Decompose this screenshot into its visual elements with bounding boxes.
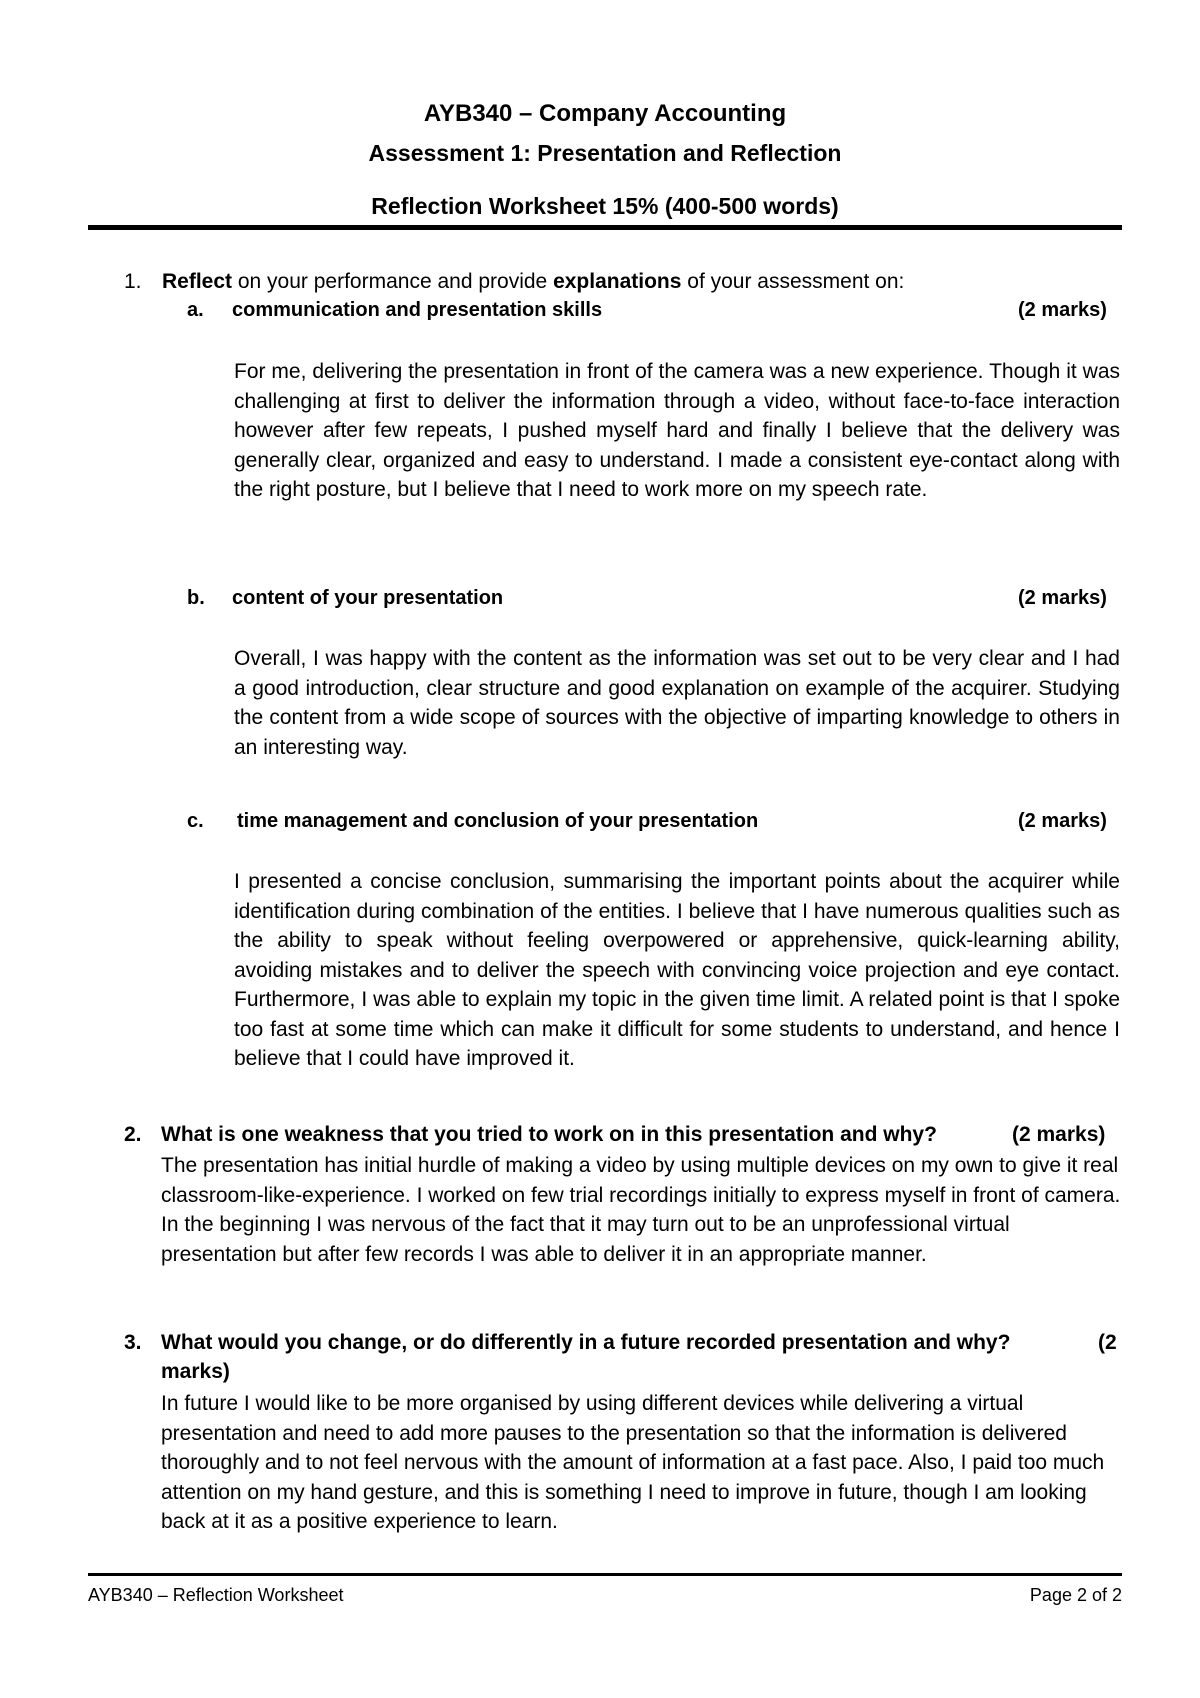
prompt-text-end: of your assessment on: [681, 270, 905, 293]
footer-divider [88, 1573, 1122, 1576]
assessment-title: Assessment 1: Presentation and Reflection [368, 140, 842, 166]
question-2-number: 2. [124, 1123, 142, 1146]
question-1-number: 1. [124, 270, 142, 293]
answer-2: The presentation has initial hurdle of making a video by using multiple devices on my own to give it real classroom-like-experience. I worked on few trial recordings initially to express myself in front of camera. In the beginning I was nervous of the fact that it may turn out to be an unprofessional virtual presentation but after few records I was able to deliver it in an appropriate manner. [161, 1154, 1121, 1266]
question-3-marks-line1: (2 [1098, 1331, 1117, 1354]
worksheet-title: Reflection Worksheet 15% (400-500 words) [371, 193, 839, 219]
question-2-marks: (2 marks) [1012, 1123, 1106, 1146]
answer-3: In future I would like to be more organised by using different devices while delivering a virtual presentation and need to add more pauses to the presentation so that the information is delivered thoroughly and to not feel nervous with the amount of information at a fast pace. Also, I paid too much attention on my hand gesture, and this is something I need to improve in future, though I am looking back at it as a positive experience to learn. [161, 1392, 1105, 1533]
answer-b: Overall, I was happy with the content as the information was set out to be very clear and I had a good introduction, clear structure and good explanation on example of the acquirer. Studying the content from a wide scope of sources with the objective of imparting knowledge to others in an interesting way. [234, 647, 1120, 759]
prompt-bold-reflect: Reflect [162, 270, 233, 293]
subquestion-c-letter: c. [187, 810, 204, 832]
answer-c: I presented a concise conclusion, summarising the important points about the acquirer while identification during combination of the entities. I believe that I have numerous qualities such as the ability to speak without feeling overpowered or apprehensive, quick-learning ability, avoiding mistakes and to deliver the speech with convincing voice projection and eye contact. Furthermore, I was able to explain my topic in the given time limit. A related point is that I spoke too fast at some time which can make it difficult for some students to understand, and hence I believe that I could have improved it. [234, 870, 1120, 1070]
subquestion-a-letter: a. [187, 299, 204, 321]
prompt-text-mid: on your performance and provide [232, 270, 554, 293]
course-title: AYB340 – Company Accounting [423, 100, 787, 127]
subquestion-b-letter: b. [187, 587, 205, 609]
prompt-bold-explanations: explanations [553, 270, 682, 293]
subquestion-b-title: content of your presentation [232, 587, 504, 609]
question-2-title: What is one weakness that you tried to work on in this presentation and why? [161, 1123, 937, 1146]
question-3-marks-line2: marks) [161, 1360, 230, 1383]
footer-page-number: Page 2 of 2 [1029, 1585, 1122, 1605]
question-3-number: 3. [124, 1331, 142, 1354]
answer-a: For me, delivering the presentation in front of the camera was a new experience. Though it was challenging at first to deliver the information through a video, without face-to-face interaction however after few repeats, I pushed myself hard and finally I believe that the delivery was generally clear, organized and easy to understand. I made a consistent eye-contact along with the right posture, but I believe that I need to work more on my speech rate. [234, 360, 1120, 501]
subquestion-b-marks: (2 marks) [1018, 587, 1107, 609]
subquestion-c-title: time management and conclusion of your presentation [237, 810, 759, 832]
footer-document-name: AYB340 – Reflection Worksheet [88, 1585, 344, 1605]
question-3-title: What would you change, or do differently in a future recorded presentation and why? [161, 1331, 1011, 1354]
subquestion-a-title: communication and presentation skills [232, 299, 603, 321]
question-1-text [162, 270, 904, 294]
subquestion-c-marks: (2 marks) [1018, 810, 1107, 832]
header-divider [88, 225, 1122, 230]
subquestion-a-marks: (2 marks) [1018, 299, 1107, 321]
